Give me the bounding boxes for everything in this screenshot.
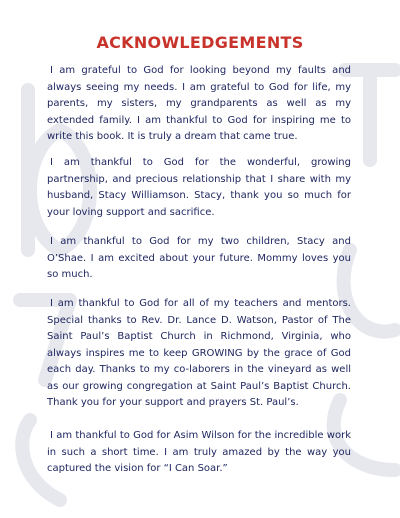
paragraph-illustrator: I am thankful to God for Asim Wilson for the incredible work in such a short time. I am truly amazed by the way you captured the vision for “I Can Soar.” — [47, 430, 351, 474]
page-title: ACKNOWLEDGEMENTS — [96, 33, 304, 52]
paragraph-children: I am thankful to God for my two children, Stacy and O’Shae. I am excited about your future. Mommy loves you so much. — [47, 236, 351, 280]
watermark-stroke — [344, 250, 395, 332]
paragraph-gratitude: I am grateful to God for looking beyond my faults and always seeing my needs. I am grateful to God for life, my parents, my sisters, my grandparents as well as my extended family. I am thankful to God for inspiring me to write this book. It is truly a dream that came true. — [47, 65, 351, 142]
paragraph-mentors: I am thankful to God for all of my teachers and mentors. Special thanks to Rev. Dr. Lance D. Watson, Pastor of The Saint Paul’s Baptist Church in Richmond, Virginia, who always inspires me to keep GROWING by the grace of God each day. Thanks to my co-laborers in the vineyard as well as our growing congregation at Saint Paul’s Baptist Church. Thank you for your support and prayers St. Paul’s. — [47, 298, 351, 408]
paragraph-husband: I am thankful to God for the wonderful, growing partnership, and precious relationship that I share with my husband, Stacy Williamson. Stacy, thank you so much for your loving support and sacrifice. — [47, 157, 351, 218]
